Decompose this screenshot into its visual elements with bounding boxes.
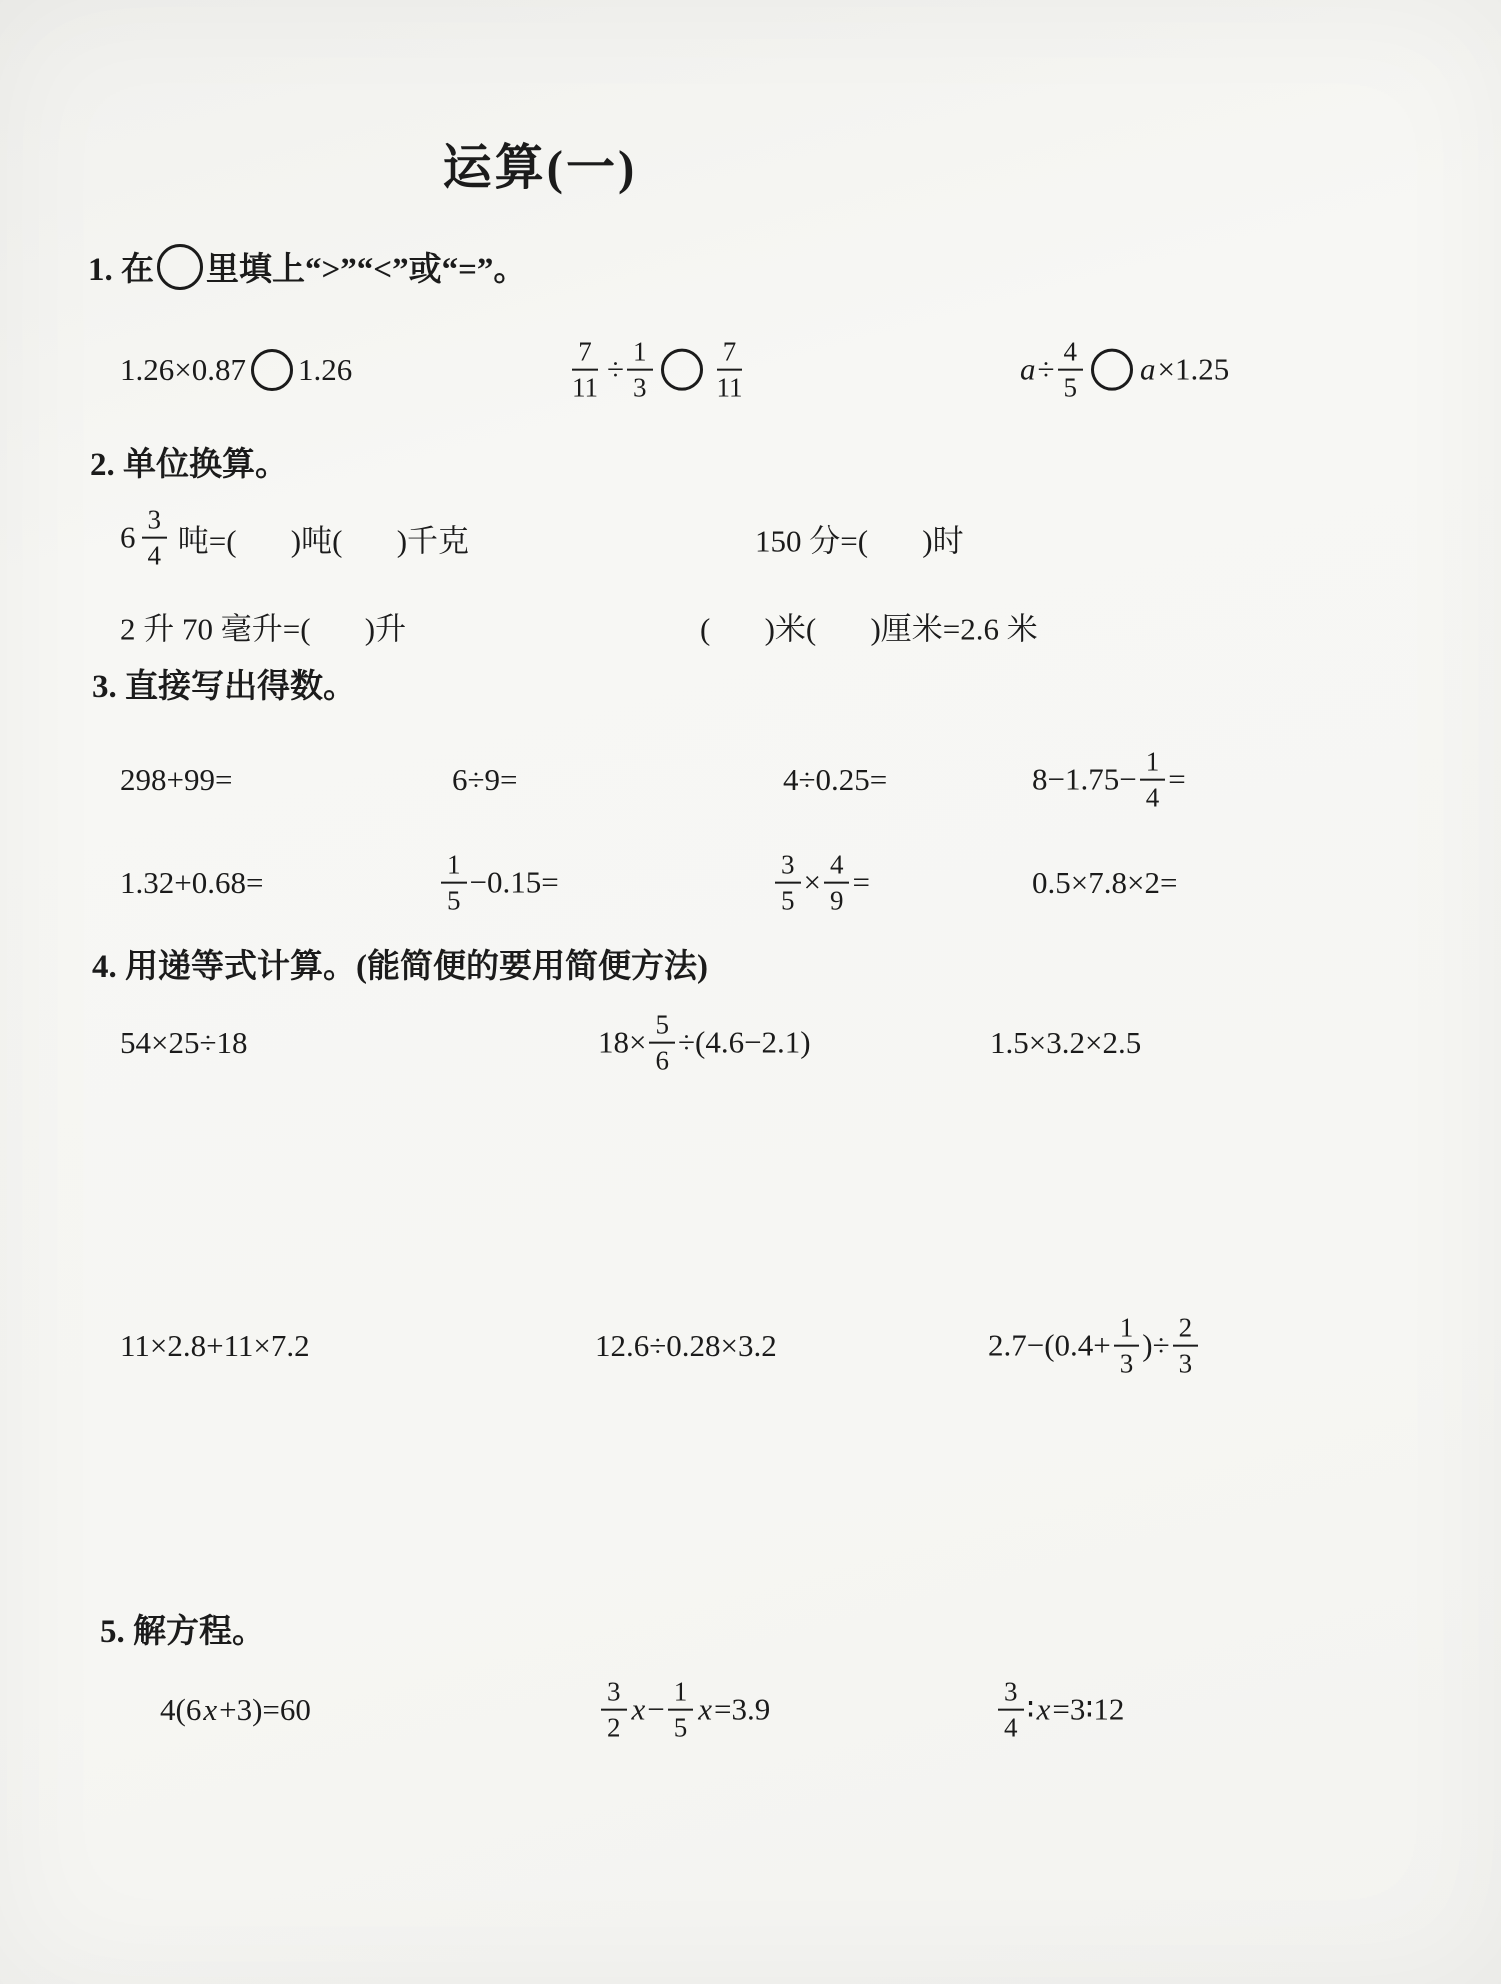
math-text: 5. 解方程。: [100, 1614, 265, 1650]
denominator: 3: [633, 373, 647, 403]
numerator: 7: [717, 338, 743, 371]
fraction: [566, 338, 604, 403]
math-text: ×1.25: [1157, 352, 1230, 387]
fraction: [1173, 1314, 1199, 1379]
q3-expression-2: [452, 762, 518, 798]
math-text: 6÷9=: [452, 762, 518, 797]
math-text: 54×25÷18: [120, 1025, 248, 1060]
math-text: )÷: [1142, 1328, 1170, 1363]
question-3-row-1: [0, 733, 1501, 827]
q3-expression-4: [1032, 748, 1186, 813]
q4-expression-4: [120, 1328, 310, 1364]
variable: x: [698, 1692, 713, 1727]
numerator: 7: [572, 338, 598, 371]
q5-equation-2: [598, 1678, 770, 1743]
math-text: 1.32+0.68=: [120, 865, 264, 900]
q4-expression-1: [120, 1025, 248, 1061]
question-4-row-1: [0, 993, 1501, 1093]
math-text: +3)=60: [219, 1692, 311, 1727]
fraction: [998, 1678, 1024, 1743]
math-text: −0.15=: [469, 865, 559, 900]
math-text: 2 升 70 毫升=( )升: [120, 611, 407, 647]
numerator: 4: [824, 851, 850, 884]
q5-equation-1: [160, 1692, 311, 1728]
question-5-equation-row: [0, 1652, 1501, 1768]
fraction: [601, 1678, 627, 1743]
math-text: ÷: [607, 352, 625, 387]
q4-expression-5: [595, 1328, 777, 1364]
math-text: ÷(4.6−2.1): [677, 1025, 811, 1060]
q1-expression-2: [563, 338, 752, 403]
math-text: 1. 在: [88, 252, 154, 288]
math-text: 4÷0.25=: [783, 762, 888, 797]
variable: a: [1020, 352, 1036, 387]
q3-expression-8: [1032, 865, 1177, 901]
q1-expression-1: [120, 349, 352, 391]
math-text: ÷: [1037, 352, 1055, 387]
fraction: [711, 338, 749, 403]
math-text: 0.5×7.8×2=: [1032, 865, 1178, 900]
numerator: 1: [1114, 1314, 1140, 1347]
numerator: 3: [601, 1678, 627, 1711]
whole-number: 6: [120, 520, 136, 555]
denominator: 5: [1063, 373, 1078, 403]
numerator: 2: [1173, 1314, 1199, 1347]
comparison-circle-icon: [1091, 349, 1133, 391]
math-text: ( )米( )厘米=2.6 米: [700, 611, 1038, 647]
denominator: 5: [781, 886, 795, 916]
math-text: 3. 直接写出得数。: [92, 669, 356, 705]
q2-conversion-2: [755, 516, 964, 561]
denominator: 4: [147, 541, 161, 571]
q4-expression-6: [988, 1314, 1201, 1379]
question-4-heading: [92, 940, 708, 987]
q3-expression-6: [438, 851, 559, 916]
math-text: ∶: [1026, 1692, 1035, 1727]
fraction: [824, 851, 850, 916]
math-text: =3∶12: [1052, 1692, 1125, 1727]
q4-expression-2: [598, 1011, 811, 1076]
denominator: 3: [1119, 1349, 1134, 1379]
fraction: [1140, 748, 1166, 813]
fraction: [1058, 338, 1084, 403]
fraction: [142, 506, 168, 571]
math-text: 4. 用递等式计算。(能简便的要用简便方法): [92, 949, 708, 985]
numerator: 1: [627, 338, 653, 371]
math-text: 298+99=: [120, 762, 233, 797]
comparison-circle-icon: [251, 349, 293, 391]
denominator: 9: [829, 886, 844, 916]
comparison-circle-icon: [157, 244, 203, 290]
q2-conversion-4: [700, 604, 1038, 649]
question-1-heading: [88, 243, 526, 290]
math-text: 150 分=( )时: [755, 523, 964, 559]
fraction: [627, 338, 653, 403]
numerator: 3: [998, 1678, 1024, 1711]
page-title: 运算(一): [442, 139, 638, 195]
question-1-expression-row: [0, 320, 1501, 420]
math-text: −: [647, 1692, 665, 1727]
math-text: 11×2.8+11×7.2: [120, 1328, 310, 1363]
q3-expression-5: [120, 865, 263, 901]
denominator: 2: [607, 1713, 621, 1743]
q2-conversion-1: [120, 506, 469, 571]
numerator: 1: [668, 1678, 694, 1711]
numerator: 1: [441, 851, 467, 884]
math-text: 18×: [598, 1025, 647, 1060]
fraction: [1114, 1314, 1140, 1379]
math-text: 2. 单位换算。: [90, 447, 288, 483]
question-2-row-2: [0, 595, 1501, 657]
q3-expression-1: [120, 762, 232, 798]
denominator: 6: [655, 1046, 669, 1076]
q3-expression-3: [783, 762, 887, 798]
math-text: 4(6: [160, 1692, 202, 1727]
math-text: =: [852, 865, 870, 900]
fraction: [668, 1678, 694, 1743]
variable: a: [1140, 352, 1156, 387]
question-2-row-1: [0, 497, 1501, 579]
fraction: [775, 851, 801, 916]
fraction: [649, 1011, 675, 1076]
q5-equation-3: [995, 1678, 1124, 1743]
fraction: [441, 851, 467, 916]
question-3-heading: [92, 660, 356, 707]
denominator: 5: [673, 1713, 688, 1743]
variable: x: [1036, 1692, 1051, 1727]
denominator: 3: [1178, 1349, 1193, 1379]
q1-expression-3: [1018, 338, 1229, 403]
math-text: ×: [803, 865, 821, 900]
math-text: 8−1.75−: [1032, 762, 1137, 797]
numerator: 3: [775, 851, 801, 884]
math-text: =3.9: [714, 1692, 771, 1727]
question-2-heading: [90, 438, 288, 485]
denominator: 11: [716, 373, 743, 403]
variable: x: [631, 1692, 646, 1727]
question-5-heading: [100, 1605, 265, 1652]
math-text: =: [1168, 762, 1186, 797]
question-4-row-2: [0, 1293, 1501, 1399]
q2-conversion-3: [120, 604, 406, 649]
math-text: 1.26: [297, 352, 353, 387]
math-text: 里填上“>”“<”或“=”。: [206, 252, 527, 288]
q3-expression-7: [772, 851, 870, 916]
math-text: 1.26×0.87: [120, 352, 246, 387]
math-text: 吨=( )吨( )千克: [170, 523, 470, 559]
denominator: 11: [572, 373, 598, 403]
numerator: 3: [142, 506, 168, 539]
numerator: 5: [649, 1011, 675, 1044]
denominator: 4: [1004, 1713, 1018, 1743]
numerator: 1: [1140, 748, 1166, 781]
math-text: 12.6÷0.28×3.2: [595, 1328, 777, 1363]
question-3-row-2: [0, 833, 1501, 933]
q4-expression-3: [990, 1025, 1141, 1061]
math-text: 1.5×3.2×2.5: [990, 1025, 1142, 1060]
numerator: 4: [1058, 338, 1084, 371]
comparison-circle-icon: [661, 349, 703, 391]
denominator: 5: [447, 886, 461, 916]
math-text: 2.7−(0.4+: [988, 1328, 1111, 1363]
variable: x: [203, 1692, 218, 1727]
denominator: 4: [1145, 783, 1160, 813]
